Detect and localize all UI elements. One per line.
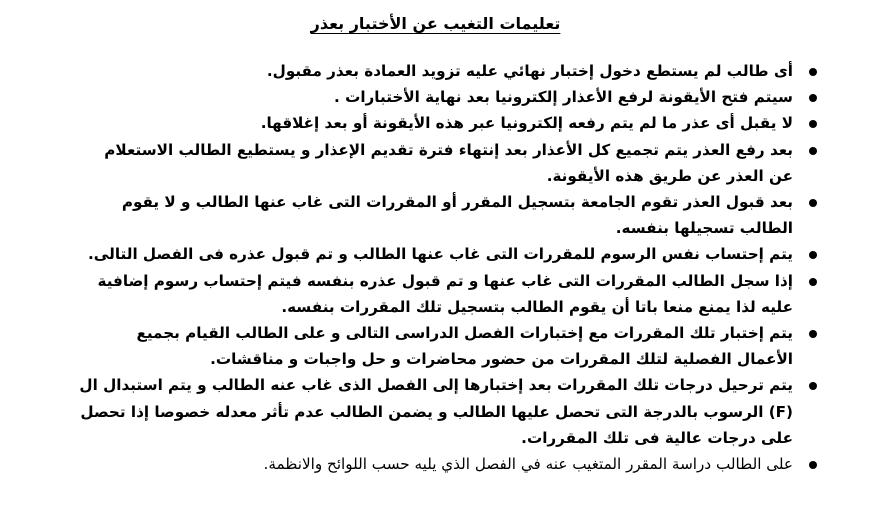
rule-text: على الطالب دراسة المقرر المتغيب عنه في الفصل الذي يليه حسب اللوائح والانظمة. xyxy=(263,455,793,474)
bullet-icon xyxy=(809,278,817,286)
list-item xyxy=(79,451,819,477)
bullet-icon xyxy=(809,199,817,207)
rule-text: يتم إحتساب نفس الرسوم للمقررات التى غاب عنها الطالب و تم قبول عذره فى الفصل التالى. xyxy=(88,245,793,264)
list-item xyxy=(79,268,819,320)
rule-text: يتم ترحيل درجات تلك المقررات بعد إختبارها إلى الفصل الذى غاب عنه الطالب و يتم استبدال ال (F) الرسوب بالدرجة التى تحصل عليها الطالب و يضمن الطالب عدم تأثر معدله خصوصا إذا تحصل على درجات عالية فى تلك المقررات. xyxy=(79,376,793,447)
list-item xyxy=(79,241,819,267)
rule-text: يتم إختبار تلك المقررات مع إختبارات الفصل الدراسى التالى و على الطالب القيام بجميع الأعمال الفصلية لتلك المقررات من حضور محاضرات و حل واجبات و مناقشات. xyxy=(136,324,793,369)
rules-list xyxy=(79,58,819,477)
bullet-icon xyxy=(809,147,817,155)
bullet-icon xyxy=(809,330,817,338)
rule-text: لا يقبل أى عذر ما لم يتم رفعه إلكترونيا عبر هذه الأيقونة أو بعد إغلاقها. xyxy=(260,114,793,133)
bullet-icon xyxy=(809,68,817,76)
bullet-icon xyxy=(809,120,817,128)
bullet-icon xyxy=(809,461,817,469)
rule-text: بعد قبول العذر تقوم الجامعة بتسجيل المقرر أو المقررات التى غاب عنها الطالب و لا يقوم الطالب تسجيلها بنفسه. xyxy=(121,193,793,238)
list-item xyxy=(79,110,819,136)
rule-text: أى طالب لم يستطع دخول إختبار نهائي عليه تزويد العمادة بعذر مقبول. xyxy=(266,62,793,80)
rule-text: إذا سجل الطالب المقررات التى غاب عنها و تم قبول عذره بنفسه فيتم إحتساب رسوم إضافية عليه لذا يمنع منعا باتا أن يقوم الطالب بتسجيل تلك المقررات بنفسه. xyxy=(97,271,793,316)
list-item xyxy=(79,189,819,241)
list-item xyxy=(79,372,819,451)
rule-text: سيتم فتح الأيقونة لرفع الأعذار إلكترونيا بعد نهاية الأختبارات . xyxy=(334,88,793,107)
list-item xyxy=(79,137,819,189)
list-item xyxy=(79,320,819,372)
rule-text: بعد رفع العذر يتم تجميع كل الأعذار بعد إنتهاء فترة تقديم الإعذار و يستطيع الطالب الاستعلام عن العذر عن طريق هذه الأيقونة. xyxy=(104,140,793,185)
list-item xyxy=(79,84,819,110)
bullet-icon xyxy=(809,382,817,390)
bullet-icon xyxy=(809,251,817,259)
document-title: تعليمات التغيب عن الأختبار بعذر xyxy=(310,14,561,33)
bullet-icon xyxy=(809,94,817,102)
list-item xyxy=(79,58,819,84)
